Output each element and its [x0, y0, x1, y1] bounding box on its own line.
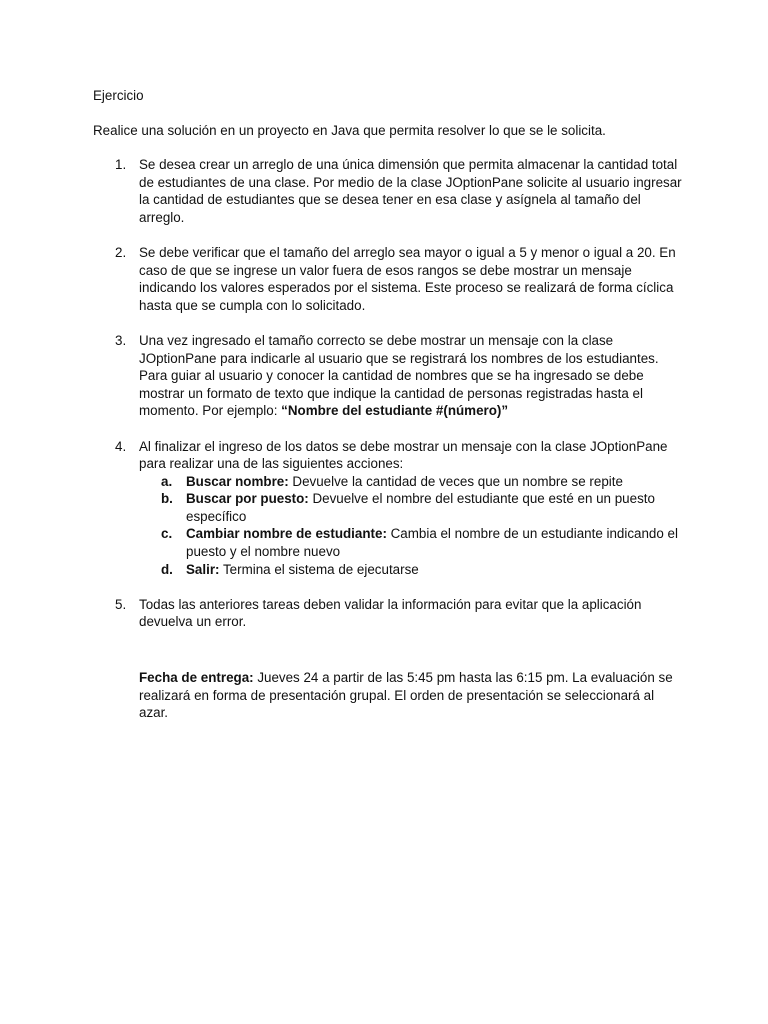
- list-number: 4.: [115, 438, 127, 454]
- action-item: [139, 561, 683, 579]
- action-description: Cambia el nombre de un estudiante indicando el puesto y el nombre nuevo: [186, 526, 678, 560]
- action-item: [139, 525, 683, 560]
- action-item: [139, 473, 683, 491]
- action-letter: b.: [161, 491, 173, 507]
- action-letter: a.: [161, 473, 173, 489]
- list-number: 3.: [115, 332, 127, 348]
- action-description: Devuelve el nombre del estudiante que esté en un puesto específico: [186, 491, 655, 524]
- action-label: Salir:: [186, 561, 220, 577]
- delivery-label: Fecha de entrega:: [139, 670, 254, 685]
- action-label: Buscar nombre:: [186, 473, 289, 489]
- example-format: “Nombre del estudiante #(número)”: [281, 403, 509, 419]
- document-heading: Ejercicio: [93, 88, 144, 103]
- list-item: [93, 438, 683, 579]
- list-item: [93, 332, 683, 420]
- action-label: Buscar por puesto:: [186, 491, 309, 507]
- task-text: Se debe verificar que el tamaño del arreglo sea mayor o igual a 5 y menor o igual a 20. En caso de que se ingrese un valor fuera de esos rangos se debe mostrar un mensaje indicando los valores esperados por el sistema. Este proceso se realizará de forma cíclica hasta que se cumpla con lo solicitado.: [139, 244, 676, 313]
- action-label: Cambiar nombre de estudiante:: [186, 526, 387, 542]
- action-item: [139, 490, 683, 525]
- action-description: Devuelve la cantidad de veces que un nombre se repite: [288, 473, 623, 489]
- task-text: Se desea crear un arreglo de una única dimensión que permita almacenar la cantidad total de estudiantes de una clase. Por medio de la clase JOptionPane solicite al usuario ingresar la cantidad de estudiantes que se desea tener en esa clase y asígnela al tamaño del arreglo.: [139, 157, 682, 225]
- action-list: [139, 473, 683, 579]
- list-number: 2.: [115, 244, 127, 260]
- task-text: Una vez ingresado el tamaño correcto se debe mostrar un mensaje con la clase JOptionPane para indicarle al usuario que se registrará los nombres de los estudiantes. Para guiar al usuario y conocer la cantidad de nombres que se ha ingresado se debe mostrar un formato de texto que indique la cantidad de personas registradas hasta el momento. Por ejemplo:: [139, 332, 659, 419]
- delivery-paragraph: [139, 669, 679, 722]
- action-description: Termina el sistema de ejecutarse: [219, 561, 419, 577]
- list-number: 1.: [115, 157, 127, 172]
- task-list: [93, 156, 683, 649]
- list-number: 5.: [115, 596, 127, 612]
- task-text: Al finalizar el ingreso de los datos se debe mostrar un mensaje con la clase JOptionPane para realizar una de las siguientes acciones:: [139, 438, 668, 472]
- list-item: [93, 244, 683, 314]
- list-item: [93, 156, 683, 226]
- action-letter: d.: [161, 561, 173, 577]
- intro-paragraph: Realice una solución en un proyecto en Java que permita resolver lo que se le solicita.: [93, 123, 606, 138]
- list-item: [93, 596, 683, 631]
- action-letter: c.: [161, 526, 173, 542]
- delivery-text: Jueves 24 a partir de las 5:45 pm hasta las 6:15 pm. La evaluación se realizará en forma de presentación grupal. El orden de presentación se seleccionará al azar.: [139, 670, 673, 721]
- task-text: Todas las anteriores tareas deben validar la información para evitar que la aplicación devuelva un error.: [139, 596, 642, 630]
